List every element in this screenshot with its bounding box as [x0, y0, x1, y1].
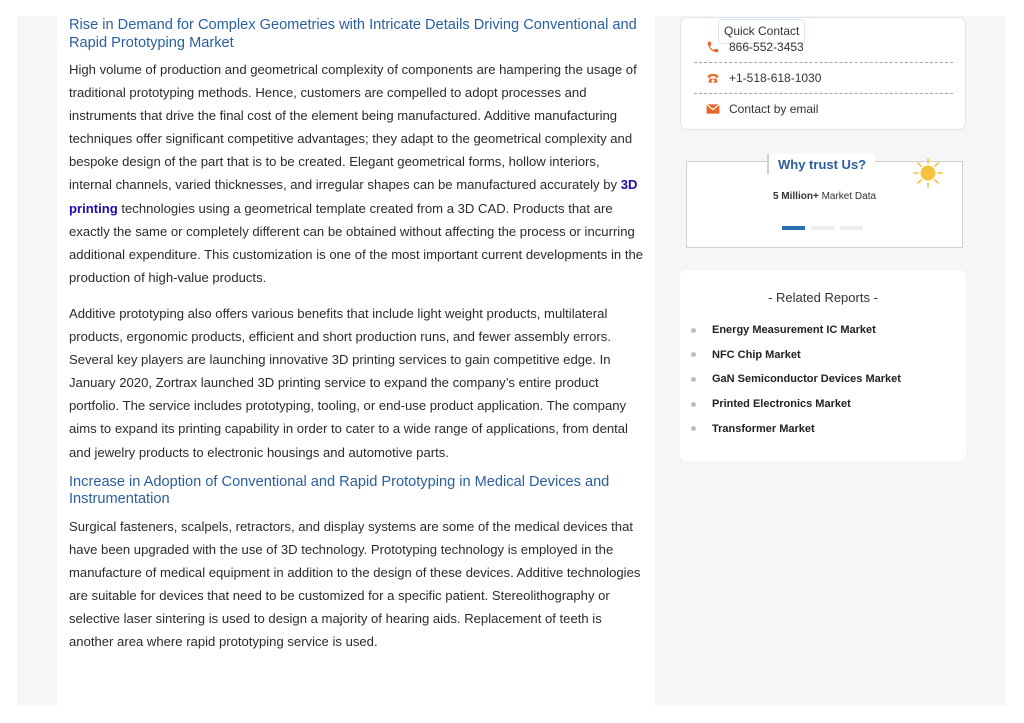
- related-reports-heading: - Related Reports -: [768, 290, 878, 305]
- paragraph-medical-devices: Surgical fasteners, scalpels, retractors, and display systems are some of the medical devices that have been upgraded with the use of 3D technology. Prototyping technology is employed in the manufacture of medical equipment in addition to the design of these devices. Additive technologies are suitable for devices that need to be customized for a specific patient. Stereolithography or selective laser sintering is used to design a majority of hearing aids. Replacement of teeth is another area where rapid prototyping service is used.: [69, 518, 641, 650]
- phone-number: 866-552-3453: [729, 40, 804, 54]
- bullet-icon: [691, 328, 696, 333]
- related-report-link[interactable]: Transformer Market: [712, 422, 815, 435]
- trust-stat-label: Market Data: [818, 191, 877, 202]
- paragraph-text: High volume of production and geometrical complexity of components are hampering the usage of traditional prototyping methods. Hence, customers are compelled to adopt processes and instruments that drive the final cost of the element being manufactured. Additive manufacturing techniques offer significant competitive advantages; they adapt to the geometrical complexity and bespoke design of the part that is to be created. Elegant geometrical forms, hollow interiors, internal channels, varied thicknesses, and irregular shapes can be manufactured accurately by: [69, 62, 637, 193]
- carousel-dot[interactable]: [840, 226, 863, 230]
- email-contact-row[interactable]: [694, 94, 953, 124]
- article-body: [69, 17, 644, 653]
- trust-title: Why trust Us?: [778, 157, 867, 172]
- related-report-link[interactable]: Energy Measurement IC Market: [712, 324, 876, 337]
- sun-icon: [912, 157, 944, 194]
- telephone-icon: [706, 71, 720, 85]
- quick-contact-title: Quick Contact: [718, 19, 805, 44]
- carousel-dot[interactable]: [811, 226, 834, 230]
- quick-contact-card: [680, 17, 966, 130]
- phone-icon: [706, 40, 720, 54]
- page-gutter-left: [17, 16, 57, 706]
- paragraph-text: technologies using a geometrical template created from a 3D CAD. Products that are exactly the same or completely different can be obtained without affecting the process or incurring additional expenditure. This customization is one of the most important current developments in the production of high-value products.: [69, 200, 644, 285]
- paragraph-additive-benefits: Additive prototyping also offers various benefits that include light weight products, multilateral products, ergonomic products, efficient and short production runs, and fewer assembly errors. Several key players are launching innovative 3D printing services to gain competitive edge. In January 2020, Zortrax launched 3D printing service to expand the company’s entire product portfolio. The service includes prototyping, tooling, or end-use product application. The company aims to expand its printing capability in order to cater to a wide range of applications, from dental and jewelry products to electronic housings and automotive parts.: [69, 305, 628, 460]
- telephone-number: +1-518-618-1030: [729, 71, 822, 85]
- telephone-contact-row[interactable]: [694, 63, 953, 94]
- bullet-icon: [691, 352, 696, 357]
- email-link: Contact by email: [729, 102, 819, 116]
- related-report-link[interactable]: NFC Chip Market: [712, 348, 801, 361]
- trust-stat-value: 5 Million+: [772, 191, 819, 202]
- carousel-indicators: [782, 226, 863, 230]
- section-heading-medical-devices: Increase in Adoption of Conventional and Rapid Prototyping in Medical Devices and Instrumentation: [69, 473, 610, 508]
- email-icon: [706, 102, 720, 116]
- phone-contact-row[interactable]: [694, 32, 953, 63]
- related-report-link[interactable]: Printed Electronics Market: [712, 398, 851, 411]
- bullet-icon: [691, 402, 696, 407]
- bullet-icon: [691, 426, 696, 431]
- related-reports-card: [680, 270, 966, 461]
- section-heading-complex-geometries: Rise in Demand for Complex Geometries with Intricate Details Driving Conventional and Rapid Prototyping Market: [69, 17, 637, 51]
- related-report-link[interactable]: GaN Semiconductor Devices Market: [712, 373, 901, 386]
- trust-title-notch-line: [767, 154, 769, 174]
- paragraph-additive-advantages: [69, 58, 644, 289]
- 3d-printing-link[interactable]: 3D printing: [69, 177, 638, 216]
- carousel-dot[interactable]: [782, 226, 805, 230]
- bullet-icon: [691, 377, 696, 382]
